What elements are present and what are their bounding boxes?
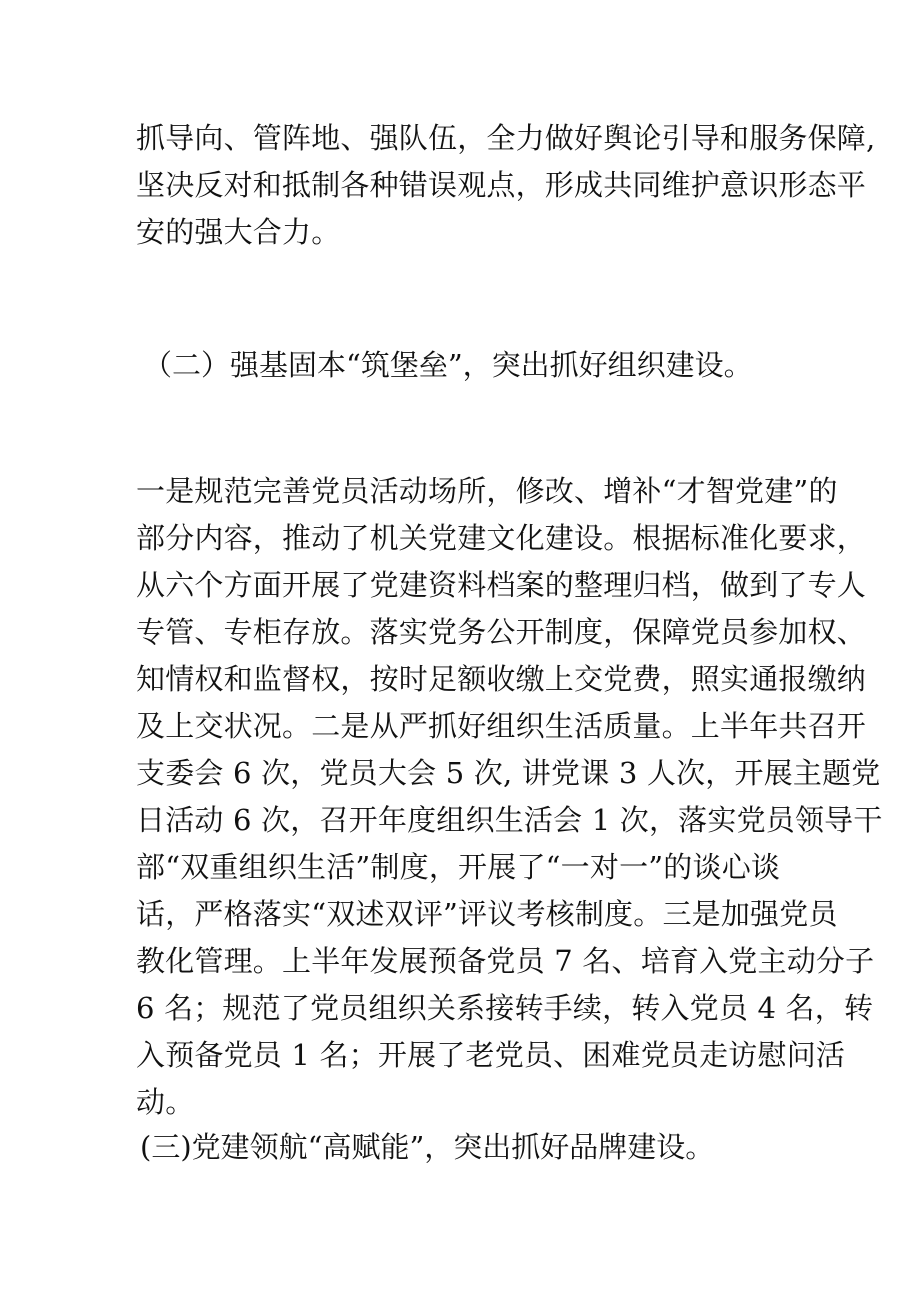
paragraph-2-line-9: 部“双重组织生活”制度，开展了“一对一”的谈心谈 — [136, 850, 781, 884]
paragraph-1-line-3: 安的强大合力。 — [136, 215, 341, 249]
paragraph-1-line-2: 坚决反对和抵制各种错误观点，形成共同维护意识形态平 — [136, 168, 867, 202]
paragraph-2-line-6: 及上交状况。二是从严抓好组织生活质量。上半年共召开 — [136, 709, 867, 743]
section-heading-3: (三)党建领航“高赋能”，突出抓好品牌建设。 — [140, 1130, 715, 1164]
paragraph-2-line-11: 教化管理。上半年发展预备党员 7 名、培育入党主动分子 — [136, 944, 875, 978]
paragraph-2-line-5: 知情权和监督权，按时足额收缴上交党费，照实通报缴纳 — [136, 662, 867, 696]
section-heading-2: （二）强基固本“筑堡垒”，突出抓好组织建设。 — [143, 348, 753, 382]
paragraph-2-line-8: 日活动 6 次，召开年度组织生活会 1 次，落实党员领导干 — [136, 803, 883, 837]
paragraph-2-line-14: 动。 — [136, 1085, 195, 1119]
paragraph-2-line-2: 部分内容，推动了机关党建文化建设。根据标准化要求， — [136, 521, 867, 555]
paragraph-2-line-7: 支委会 6 次，党员大会 5 次, 讲党课 3 人次，开展主题党 — [136, 756, 881, 790]
paragraph-2-line-1: 一是规范完善党员活动场所，修改、增补“才智党建”的 — [136, 474, 838, 508]
paragraph-2-line-12: 6 名；规范了党员组织关系接转手续，转入党员 4 名，转 — [136, 991, 874, 1025]
paragraph-2-line-4: 专管、专柜存放。落实党务公开制度，保障党员参加权、 — [136, 615, 867, 649]
paragraph-2-line-10: 话，严格落实“双述双评”评议考核制度。三是加强党员 — [136, 897, 838, 931]
paragraph-2-line-3: 从六个方面开展了党建资料档案的整理归档，做到了专人 — [136, 568, 867, 602]
paragraph-1-line-1: 抓导向、管阵地、强队伍，全力做好舆论引导和服务保障, — [136, 121, 876, 155]
paragraph-2-line-13: 入预备党员 1 名；开展了老党员、困难党员走访慰问活 — [136, 1038, 846, 1072]
